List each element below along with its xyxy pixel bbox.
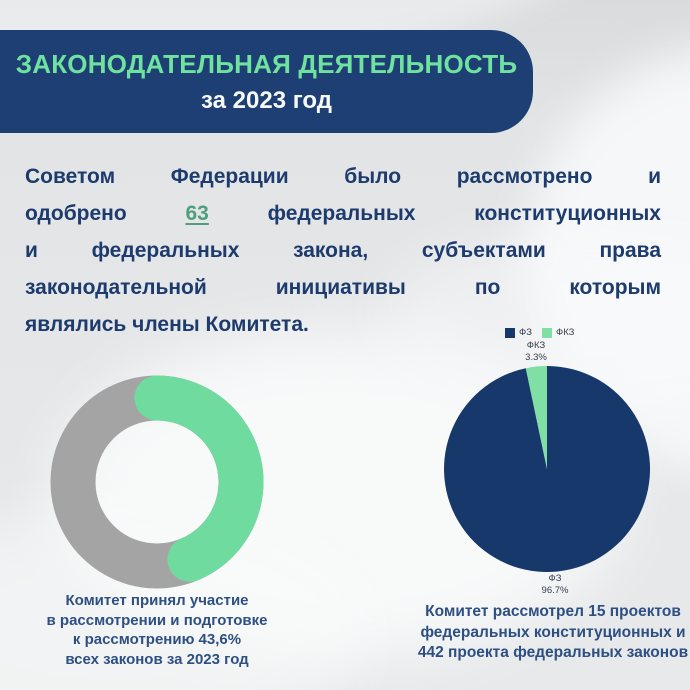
legend-item-fz [505, 327, 532, 338]
donut-caption-line: Комитет принял участие [65, 592, 249, 609]
page-title: ЗАКОНОДАТЕЛЬНАЯ ДЕЯТЕЛЬНОСТЬ [15, 48, 518, 79]
fz-swatch-icon [505, 328, 515, 338]
intro-paragraph [25, 158, 661, 343]
callout-label: ФКЗ [526, 340, 546, 351]
donut-caption-line: в рассмотрении и подготовке [46, 611, 268, 629]
page-subtitle: за 2023 год [201, 86, 332, 114]
intro-highlight: 63 [185, 202, 209, 225]
legend-label-fkz: ФКЗ [555, 327, 575, 338]
intro-line [25, 195, 661, 232]
donut-caption-line: к рассмотрению 43,6% [72, 631, 242, 648]
intro-line: законодательной инициативы по которым [25, 276, 661, 299]
callout-value: 96.7% [541, 584, 569, 596]
fkz-swatch-icon [542, 328, 552, 338]
callout-value: 3.3% [525, 351, 547, 363]
pie-callout-fz [523, 573, 587, 596]
pie-caption-line: Комитет рассмотрел 15 проектов [425, 603, 681, 620]
donut-chart [27, 352, 287, 612]
pie-caption-line: федеральных конституционных и [420, 623, 686, 641]
intro-line: и федеральных закона, субъектами права [25, 239, 661, 262]
intro-line-pre: одобрено [25, 202, 186, 225]
header-banner [0, 30, 533, 133]
intro-line-post: федеральных конституционных [208, 202, 661, 225]
pie-caption-line: 442 проекта федеральных законов [417, 644, 689, 661]
pie-chart [417, 339, 677, 599]
legend-label-fz: ФЗ [519, 327, 532, 338]
callout-label: ФЗ [548, 573, 562, 584]
intro-line: являлись члены Комитета. [25, 313, 309, 336]
pie-legend [505, 327, 574, 338]
donut-caption-line: всех законов за 2023 год [65, 650, 249, 668]
pie-caption [403, 602, 690, 664]
donut-caption [7, 591, 307, 669]
legend-item-fkz [542, 327, 574, 338]
intro-line: Советом Федерации было рассмотрено и [25, 165, 661, 188]
